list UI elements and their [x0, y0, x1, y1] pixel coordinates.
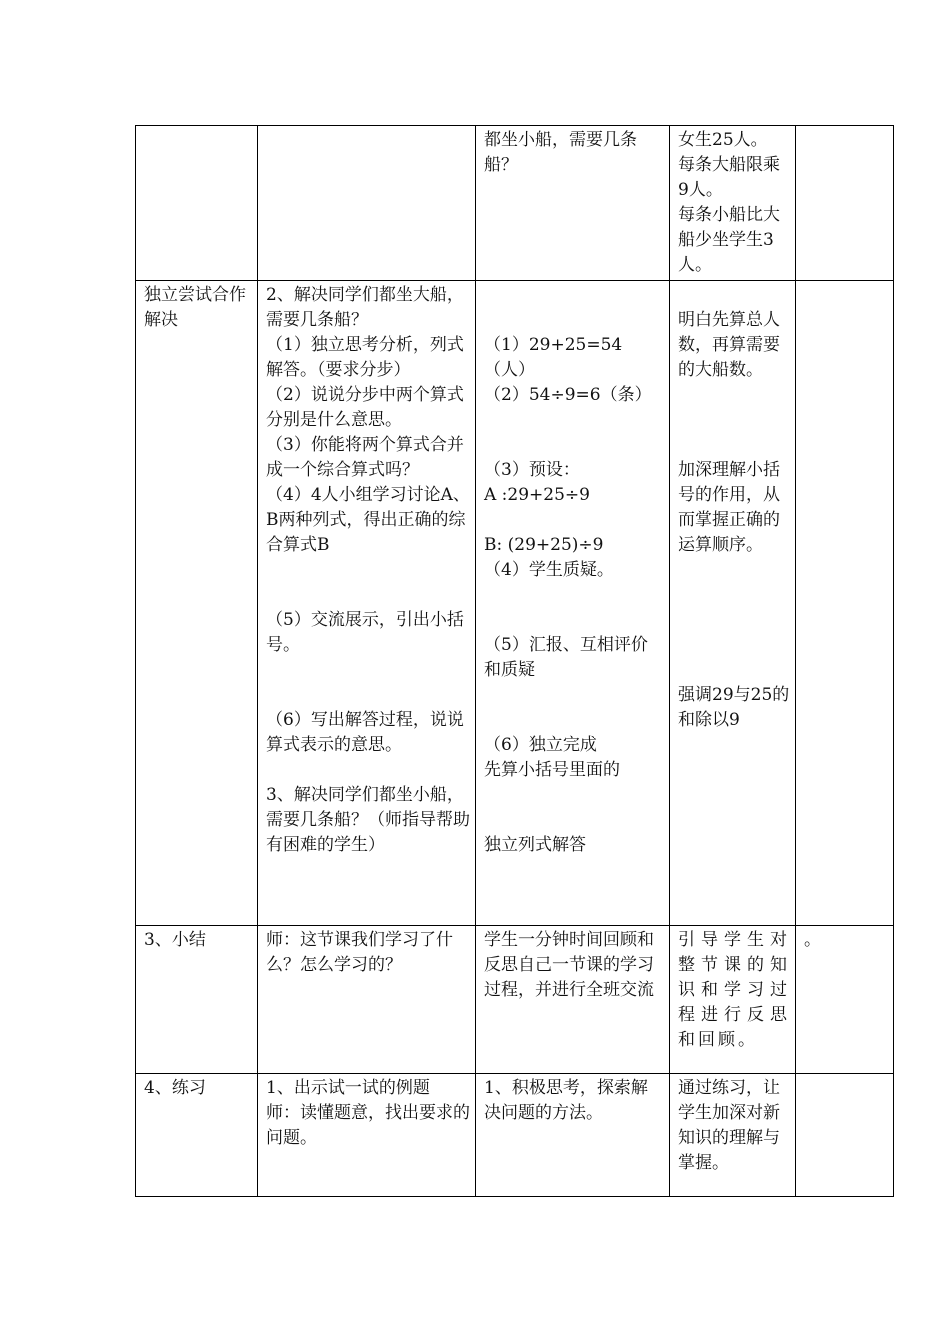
design-intent-cell: 明白先算总人数，再算需要的大船数。 加深理解小括号的作用，从而掌握正确的运算顺序。 强调29与25的和除以9	[670, 281, 796, 926]
teacher-activity-cell: 1、出示试一试的例题 师：读懂题意，找出要求的问题。	[258, 1074, 476, 1197]
notes-cell	[796, 1074, 894, 1197]
table-row	[136, 126, 894, 281]
stage-cell	[136, 126, 258, 281]
stage-cell: 独立尝试合作解决	[136, 281, 258, 926]
student-activity-cell: 1、积极思考，探索解决问题的方法。	[476, 1074, 670, 1197]
stage-cell: 4、练习	[136, 1074, 258, 1197]
design-intent-cell: 女生25人。 每条大船限乘9人。 每条小船比大船少坐学生3人。	[670, 126, 796, 281]
table-row	[136, 1074, 894, 1197]
student-activity-cell: 学生一分钟时间回顾和反思自己一节课的学习过程，并进行全班交流	[476, 926, 670, 1074]
teacher-activity-cell	[258, 126, 476, 281]
stage-cell: 3、小结	[136, 926, 258, 1074]
table-row	[136, 281, 894, 926]
notes-cell: 。	[796, 926, 894, 1074]
table-row	[136, 926, 894, 1074]
teacher-activity-cell: 师：这节课我们学习了什么？怎么学习的？	[258, 926, 476, 1074]
design-intent-cell: 引导学生对整节课的知识和学习过程进行反思和回顾。	[670, 926, 796, 1074]
design-intent-cell: 通过练习，让学生加深对新知识的理解与掌握。	[670, 1074, 796, 1197]
lesson-plan-table	[135, 125, 894, 1197]
teacher-activity-cell: 2、解决同学们都坐大船，需要几条船？ （1）独立思考分析，列式解答。（要求分步） （2）说说分步中两个算式分别是什么意思。 （3）你能将两个算式合并成一个综合算式吗？ （4）4人小组学习讨论A、B两种列式，得出正确的综合算式B （5）交流展示，引出小括号。 （6）写出解答过程，说说算式表示的意思。 3、解决同学们都坐小船，需要几条船？（师指导帮助有困难的学生）	[258, 281, 476, 926]
student-activity-cell: 都坐小船，需要几条船？	[476, 126, 670, 281]
notes-cell	[796, 281, 894, 926]
student-activity-cell: （1）29+25=54（人） （2）54÷9=6（条） （3）预设： A :29+25÷9 B: (29+25)÷9 （4）学生质疑。 （5）汇报、互相评价和质疑 （6）独立完成 先算小括号里面的 独立列式解答	[476, 281, 670, 926]
notes-cell	[796, 126, 894, 281]
